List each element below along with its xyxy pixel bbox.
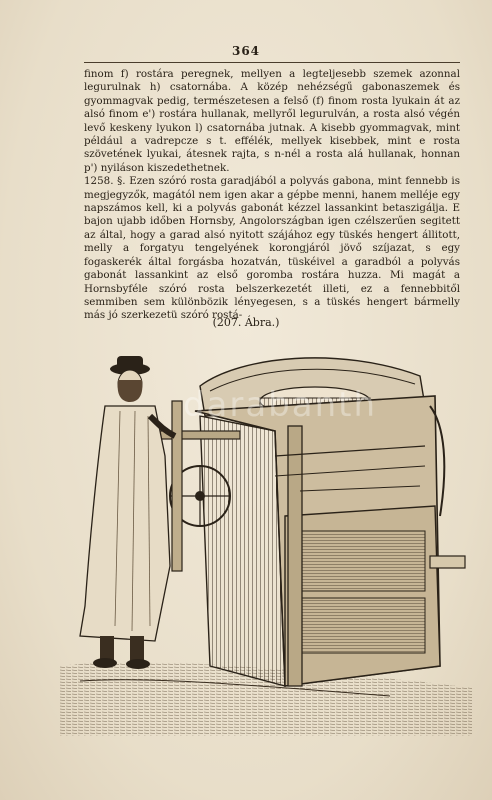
page-number: 364 [231,44,261,58]
paragraph-2: 1258. §. Ezen szóró rosta garadjából a polyvás gabona, mint fennebb is megjegyzők, magától nem igen akar a gépbe menni, hanem melléje egy napszámos kell, ki a polyvás gabonát kézzel lassankint betaszigálja. E bajon ujabb időben Hornsby, Angolországban igen czélszerűen segitett az által, hogy a garad alsó nyitott szájához egy tüskés hengert állitott, melly a forgatyu tengelyének korongjáról jövő szíjazat, s egy fogaskerék által forgásba hozatván, tüskéivel a garadból a polyvás gabonát lassankint az első goromba rostára huzza. Mi magát a Hornsbyféle szóró rosta belszerkezetét illeti, ez a fennebbitől semmiben sem különbözik lényegesen, s a tüskés hengert bármelly más jó szerkezetü szóró rostá- [84,175,460,322]
header-rule [84,62,460,63]
figure-caption: (207. Ábra.) [212,316,280,329]
watermark: darabanth [182,385,378,425]
body-text [84,68,460,323]
paragraph-1: finom f) rostára peregnek, mellyen a legteljesebb szemek azonnal legurulnak h) csatornába. A közép nehézségű gabonaszemek és gyommagvak pedig, természetesen a felső (f) finom rosta lyukain át az alsó finom e') rostára hullanak, mellyről legurulván, a rosta alsó végén levő keskeny lyukon l) csatornába jutnak. A kisebb gyommagvak, mint például a vadrepcze s t. effélék, mellyek kisebbek, mint e rosta szövetének lyukai, átesnek rajta, s n-nél a rosta alá hullanak, honnan p') nyiláson kiszedethetnek. [84,68,460,174]
